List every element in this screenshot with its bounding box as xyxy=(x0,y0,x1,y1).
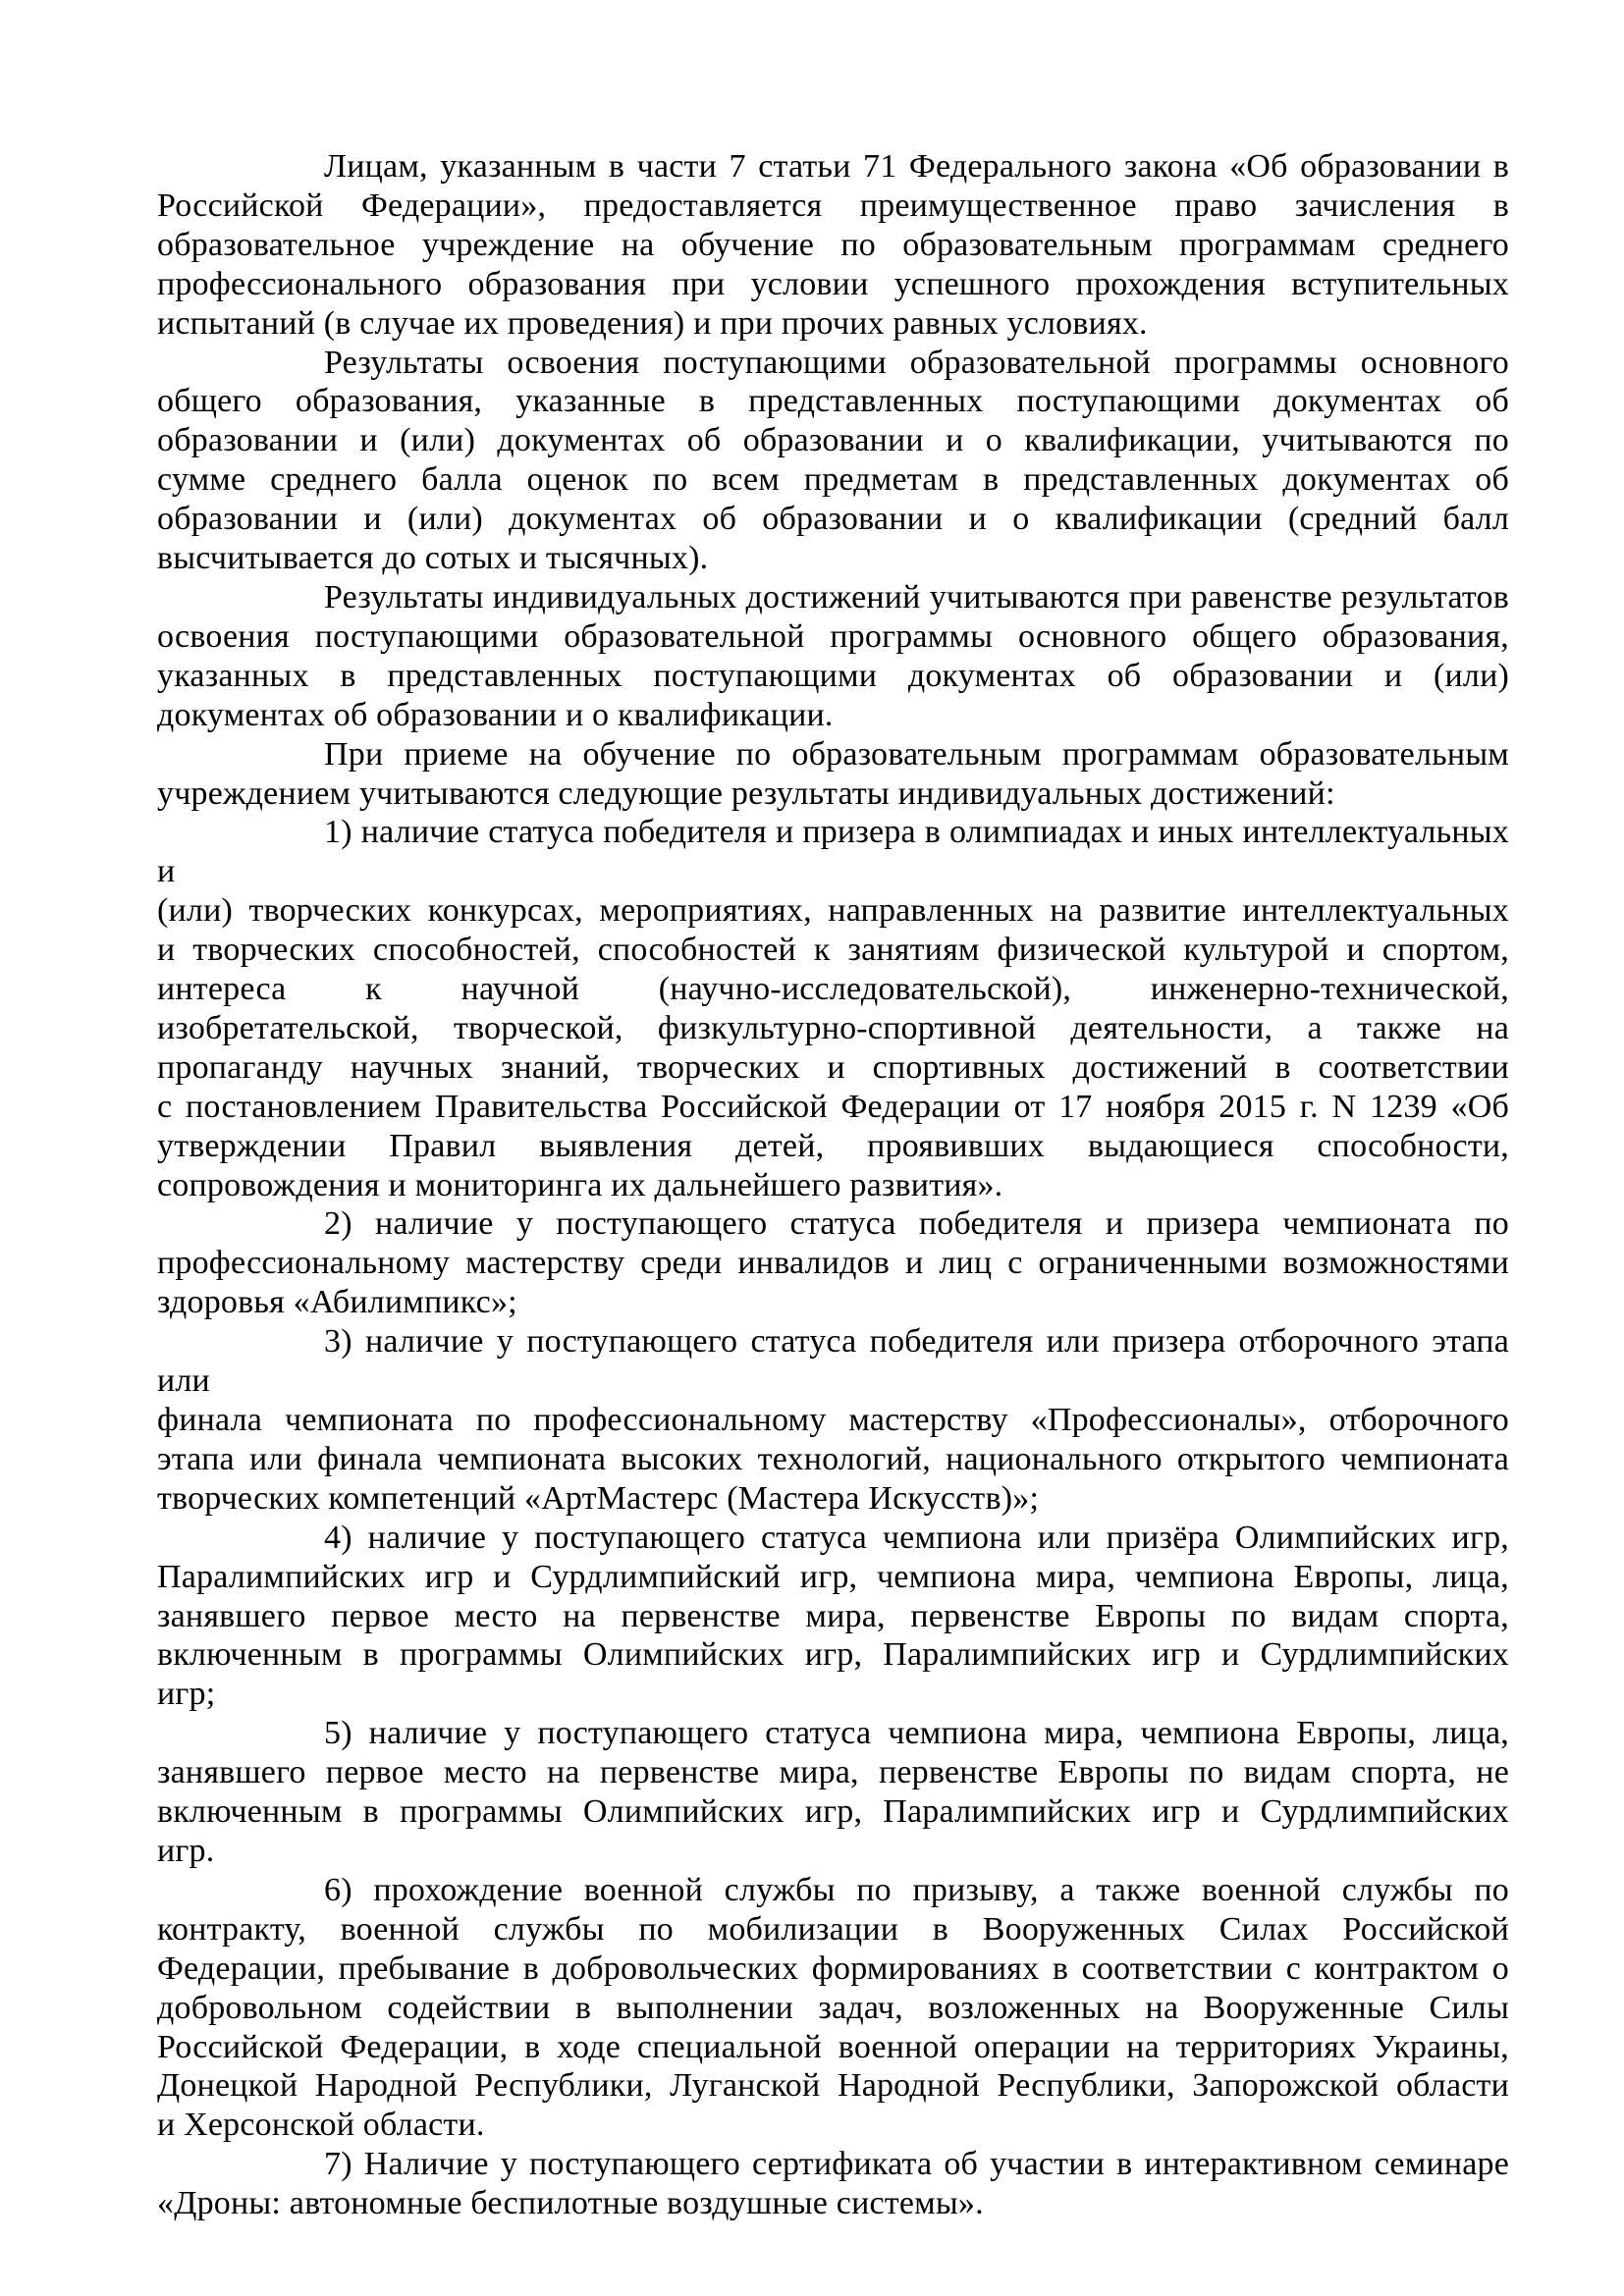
text-line: Федерации, пребывание в добровольческих формированиях в соответствии с контрактом о xyxy=(157,1949,1509,1987)
text-line: контракту, военной службы по мобилизации в Вооруженных Силах Российской xyxy=(157,1910,1509,1948)
text-line: Донецкой Народной Республики, Луганской Народной Республики, Запорожской области xyxy=(157,2067,1509,2105)
text-line: Российской Федерации», предоставляется преимущественное право зачисления в xyxy=(157,187,1509,224)
text-line: «Дроны: автономные беспилотные воздушные системы». xyxy=(157,2185,984,2222)
text-line: 3) наличие у поступающего статуса победителя или призера отборочного этапа или xyxy=(157,1323,1509,1400)
text-line: включенным в программы Олимпийских игр, Паралимпийских игр и Сурдлимпийских xyxy=(157,1636,1509,1674)
text-line: Лицам, указанным в части 7 статьи 71 Федерального закона «Об образовании в xyxy=(324,148,1509,185)
text-line: занявшего первое место на первенстве мира, первенстве Европы по видам спорта, xyxy=(157,1597,1509,1634)
text-line: творческих компетенций «АртМастерс (Мастера Искусств)»; xyxy=(157,1479,1040,1517)
paragraph-item-6 xyxy=(157,1871,1509,2145)
paragraph-p1 xyxy=(157,147,1509,344)
text-line: утверждении Правил выявления детей, проявивших выдающиеся способности, xyxy=(157,1127,1509,1164)
text-line: сопровождения и мониторинга их дальнейшего развития». xyxy=(157,1166,1003,1203)
text-line: финала чемпионата по профессиональному мастерству «Профессионалы», отборочного xyxy=(157,1402,1509,1438)
paragraph-item-7 xyxy=(157,2145,1509,2223)
text-line: добровольном содействии в выполнении задач, возложенных на Вооруженные Силы xyxy=(157,1989,1509,2026)
text-line: игр; xyxy=(157,1676,216,1713)
text-line: интереса к научной (научно-исследовательской), инженерно-технической, xyxy=(157,971,1509,1008)
document-text xyxy=(157,147,1509,2223)
text-line: (или) творческих конкурсах, мероприятиях, направленных на развитие интеллектуальных xyxy=(157,892,1509,930)
paragraph-item-3 xyxy=(157,1322,1509,1519)
paragraph-item-5 xyxy=(157,1714,1509,1871)
text-line: 1) наличие статуса победителя и призера в олимпиадах и иных интеллектуальных и xyxy=(157,814,1509,890)
paragraph-item-1 xyxy=(157,813,1509,1204)
text-line: освоения поступающими образовательной программы основного общего образования, xyxy=(157,617,1509,655)
text-line: здоровья «Абилимпикс»; xyxy=(157,1284,517,1321)
text-line: пропаганду научных знаний, творческих и спортивных достижений в соответствии xyxy=(157,1048,1509,1086)
text-line: Российской Федерации, в ходе специальной военной операции на территориях Украины, xyxy=(157,2028,1509,2065)
text-line: 7) Наличие у поступающего сертификата об участии в интерактивном семинаре xyxy=(324,2146,1509,2183)
text-line: образовании и (или) документах об образовании и о квалификации (средний балл xyxy=(157,501,1509,538)
text-line: Паралимпийских игр и Сурдлимпийский игр, чемпиона мира, чемпиона Европы, лица, xyxy=(157,1558,1509,1595)
text-line: включенным в программы Олимпийских игр, Паралимпийских игр и Сурдлимпийских xyxy=(157,1793,1509,1831)
paragraph-item-4 xyxy=(157,1519,1509,1715)
text-line: этапа или финала чемпионата высоких технологий, национального открытого чемпионата xyxy=(157,1440,1509,1477)
text-line: и творческих способностей, способностей к занятиям физической культурой и спортом, xyxy=(157,932,1509,969)
text-line: игр. xyxy=(157,1832,215,1869)
paragraph-p2 xyxy=(157,344,1509,578)
text-line: с постановлением Правительства Российской Федерации от 17 ноября 2015 г. N 1239 «Об xyxy=(157,1088,1509,1125)
text-line: документах об образовании и о квалификации. xyxy=(157,696,834,733)
text-line: учреждением учитываются следующие результаты индивидуальных достижений: xyxy=(157,774,1335,812)
text-line: Результаты индивидуальных достижений учитываются при равенстве результатов xyxy=(324,578,1509,615)
text-line: профессионального образования при условии успешного прохождения вступительных xyxy=(157,265,1509,302)
text-line: и Херсонской области. xyxy=(157,2107,485,2144)
text-line: общего образования, указанные в представленных поступающими документах об xyxy=(157,383,1509,420)
text-line: профессиональному мастерству среди инвалидов и лиц с ограниченными возможностями xyxy=(157,1245,1509,1282)
paragraph-p4 xyxy=(157,735,1509,814)
text-line: испытаний (в случае их проведения) и при прочих равных условиях. xyxy=(157,304,1148,342)
text-line: образовании и (или) документах об образовании и о квалификации, учитываются по xyxy=(157,422,1509,459)
text-line: указанных в представленных поступающими документах об образовании и (или) xyxy=(157,657,1509,694)
text-line: Результаты освоения поступающими образовательной программы основного xyxy=(324,344,1509,381)
text-line: занявшего первое место на первенстве мира, первенстве Европы по видам спорта, не xyxy=(157,1754,1509,1791)
text-line: изобретательской, творческой, физкультурно-спортивной деятельности, а также на xyxy=(157,1009,1509,1046)
text-line: образовательное учреждение на обучение по образовательным программам среднего xyxy=(157,226,1509,263)
text-line: При приеме на обучение по образовательным программам образовательным xyxy=(324,735,1509,773)
text-line: 4) наличие у поступающего статуса чемпиона или призёра Олимпийских игр, xyxy=(324,1519,1509,1556)
text-line: высчитывается до сотых и тысячных). xyxy=(157,540,709,577)
text-line: 2) наличие у поступающего статуса победителя и призера чемпионата по xyxy=(324,1205,1509,1243)
text-line: 5) наличие у поступающего статуса чемпиона мира, чемпиона Европы, лица, xyxy=(324,1715,1509,1752)
paragraph-item-2 xyxy=(157,1204,1509,1322)
text-line: сумме среднего балла оценок по всем предметам в представленных документах об xyxy=(157,461,1509,499)
paragraph-p3 xyxy=(157,578,1509,735)
text-line: 6) прохождение военной службы по призыву, а также военной службы по xyxy=(324,1871,1509,1908)
